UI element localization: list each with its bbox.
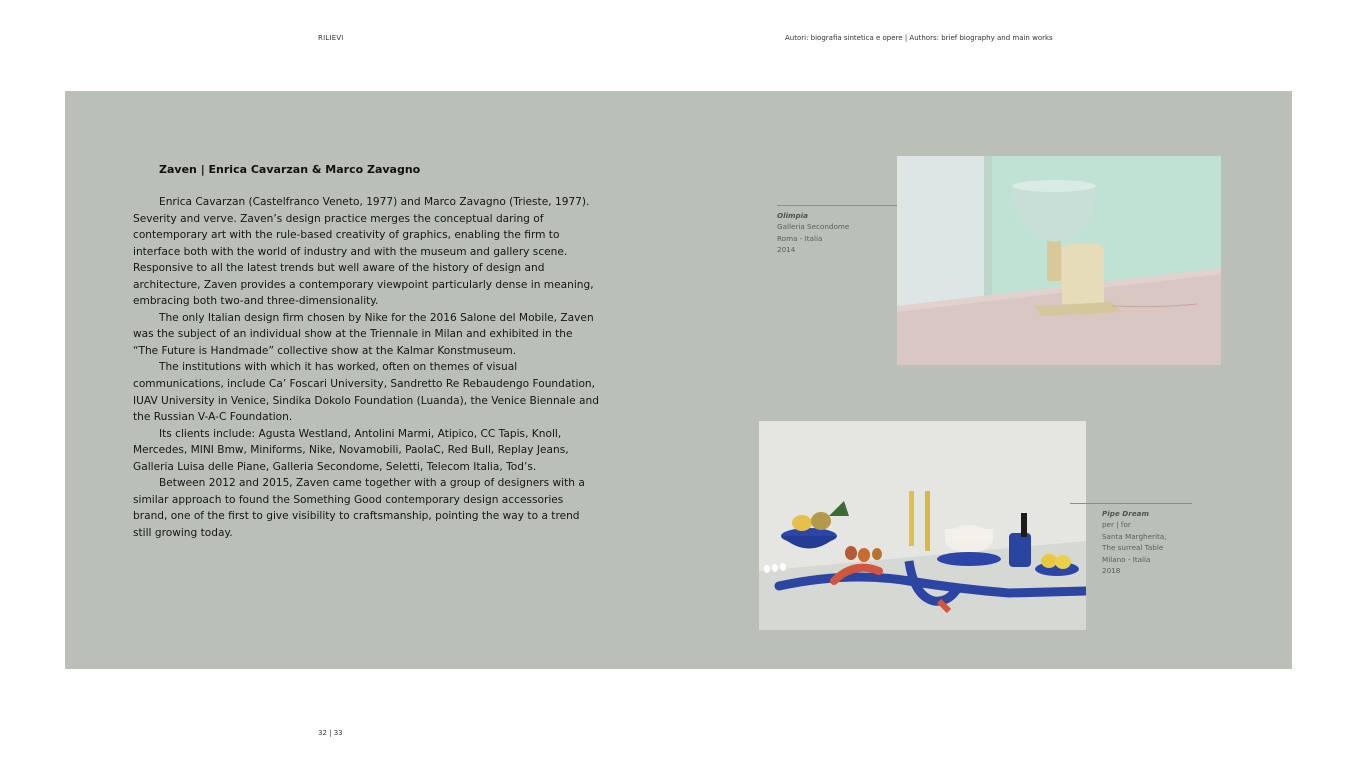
paragraph: Between 2012 and 2015, Zaven came together with a group of designers with a similar approach to found the Something Good contemporary design accessories brand, one of the first to give visibility to craftsmanship, pointing the way to a trend still growing today. [133,477,585,539]
caption-olimpia [777,210,849,256]
content-panel [65,91,1292,669]
paragraph: Enrica Cavarzan (Castelfranco Veneto, 1977) and Marco Zavagno (Trieste, 1977). Severity and verve. Zaven’s design practice merges the conceptual daring of contemporary art with the rule-based creativity of graphics, enabling the firm to interface both with the world of industry and with the museum and gallery scene. Responsive to all the latest trends but well aware of the history of design and architecture, Zaven provides a contemporary viewpoint particularly dense in meaning, embracing both two-and three-dimensionality. [133,196,594,308]
caption-rule [1070,503,1192,504]
caption-title: Olimpia [777,211,808,220]
caption-rule [777,205,911,206]
caption-line: 2014 [777,245,796,255]
article-body [133,194,601,541]
caption-line: 2018 [1102,566,1121,576]
caption-line: The surreal Table [1102,543,1164,553]
paragraph: The institutions with which it has worked, often on themes of visual communications, include Ca’ Foscari University, Sandretto Re Rebaudengo Foundation, IUAV University in Venice, Sindika Dokolo Foundation (Luanda), the Venice Biennale and the Russian V-A-C Foundation. [133,361,599,424]
page-numbers: 32 | 33 [318,729,343,737]
olimpia-lamp-photo [897,156,1221,365]
caption-line: per | for [1102,520,1131,530]
caption-line: Milano - Italia [1102,554,1151,564]
caption-line: Galleria Secondome [777,222,850,232]
caption-line: Roma - Italia [777,233,823,243]
running-header-right: Autori: biografia sintetica e opere | Authors: brief biography and main works [785,34,1053,42]
caption-line: Santa Margherita, [1102,531,1167,541]
paragraph: Its clients include: Agusta Westland, Antolini Marmi, Atipico, CC Tapis, Knoll, Mercedes, MINI Bmw, Miniforms, Nike, Novamobili, PaolaC, Red Bull, Replay Jeans, Galleria Luisa delle Piane, Galleria Secondome, Seletti, Telecom Italia, Tod’s. [133,427,569,473]
pipe-dream-photo [759,421,1086,630]
article-title: Zaven | Enrica Cavarzan & Marco Zavagno [159,163,421,176]
caption-pipe-dream [1102,508,1166,576]
paragraph: The only Italian design firm chosen by Nike for the 2016 Salone del Mobile, Zaven was the subject of an individual show at the Triennale in Milan and exhibited in the “The Future is Handmade” collective show at the Kalmar Konstmuseum. [133,311,594,357]
caption-title: Pipe Dream [1102,509,1149,518]
running-header-left: RILIEVI [318,34,344,42]
